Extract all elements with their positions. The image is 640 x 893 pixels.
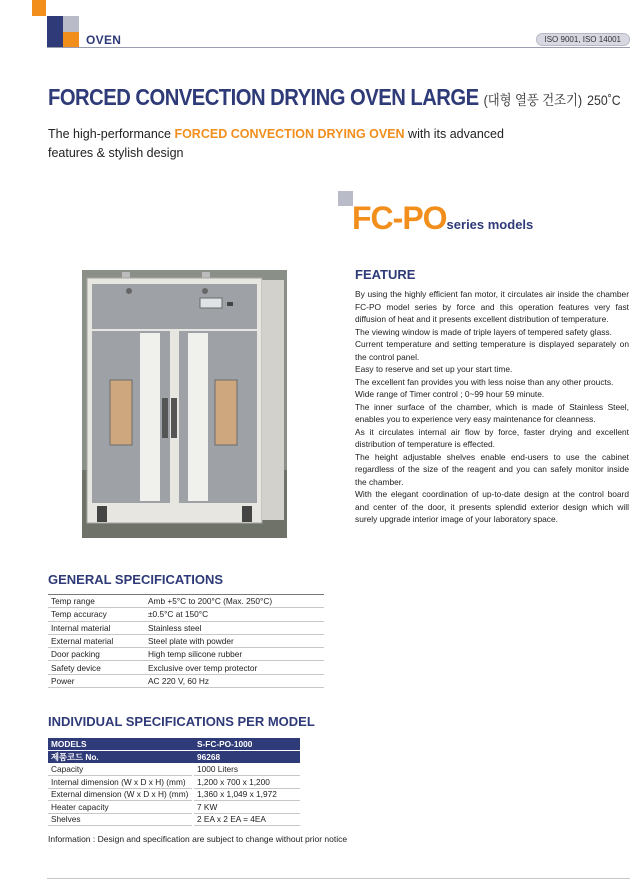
- logo-square-orange-top: [32, 0, 46, 16]
- header-value: 96268: [194, 750, 300, 763]
- general-spec-heading: GENERAL SPECIFICATIONS: [48, 572, 224, 587]
- individual-spec-table: [48, 738, 300, 826]
- title-main: FORCED CONVECTION DRYING OVEN LARGE: [48, 84, 479, 110]
- table-row: [48, 608, 324, 621]
- spec-value: Steel plate with powder: [145, 634, 324, 647]
- intro-text: [48, 125, 548, 163]
- page-title: [48, 84, 621, 111]
- footer-divider: [47, 878, 630, 879]
- spec-value: Amb +5°C to 200°C (Max. 250°C): [145, 595, 324, 608]
- table-row: [48, 776, 300, 789]
- table-row: [48, 763, 300, 776]
- intro-highlight: FORCED CONVECTION DRYING OVEN: [174, 127, 405, 141]
- table-row: [48, 634, 324, 647]
- spec-value: ±0.5°C at 150°C: [145, 608, 324, 621]
- header-key: MODELS: [48, 738, 192, 750]
- spec-value: 1000 Liters: [194, 763, 300, 776]
- table-row: [48, 801, 300, 814]
- intro-after: with its advanced features & stylish design: [48, 127, 504, 160]
- spec-key: Door packing: [48, 648, 145, 661]
- series-square: [338, 191, 353, 206]
- oven-product-image: [82, 270, 287, 538]
- feature-heading: FEATURE: [355, 267, 416, 282]
- spec-value: 1,200 x 700 x 1,200: [194, 776, 300, 789]
- table-row: [48, 661, 324, 674]
- logo-square-orange-bottom: [63, 32, 79, 48]
- spec-key: External dimension (W x D x H) (mm): [48, 788, 192, 801]
- feature-item: The height adjustable shelves enable end-users to use the cabinet regardless of the size of the reagent and you can safely monitor inside the chamber.: [355, 451, 629, 487]
- series-title: [352, 200, 533, 237]
- individual-spec-heading: INDIVIDUAL SPECIFICATIONS PER MODEL: [48, 714, 315, 729]
- feature-list: [355, 288, 629, 526]
- general-spec-table: [48, 594, 324, 688]
- feature-item: The inner surface of the chamber, which is made of Stainless Steel, enables you to experience very easy maintenance for cleanness.: [355, 401, 629, 424]
- feature-item: Easy to reserve and set up your start time.: [355, 364, 513, 374]
- series-suffix: series models: [446, 217, 534, 232]
- intro-before: The high-performance: [48, 127, 175, 141]
- feature-item: Wide range of Timer control ; 0~99 hour 59 minute.: [355, 389, 545, 399]
- spec-value: Stainless steel: [145, 621, 324, 634]
- table-row: [48, 595, 324, 608]
- spec-key: Safety device: [48, 661, 145, 674]
- logo-square-gray: [63, 16, 79, 32]
- header-key: 제품코드 No.: [48, 750, 192, 763]
- table-row: [48, 813, 300, 826]
- feature-item: As it circulates internal air flow by force, faster drying and excellent distribution of temperature is effected.: [355, 426, 629, 449]
- series-name: FC-PO: [352, 200, 447, 236]
- header-divider: [47, 47, 630, 48]
- spec-value: AC 220 V, 60 Hz: [145, 674, 324, 687]
- spec-key: Shelves: [48, 813, 192, 826]
- spec-value: 2 EA x 2 EA = 4EA: [194, 813, 300, 826]
- table-row: [48, 621, 324, 634]
- spec-key: Internal material: [48, 621, 145, 634]
- logo-square-navy-bottom: [47, 32, 63, 48]
- section-tag: OVEN: [86, 33, 122, 47]
- spec-key: Capacity: [48, 763, 192, 776]
- table-header-row: [48, 750, 300, 763]
- title-korean: (대형 열풍 건조기): [483, 92, 583, 108]
- title-temp: 250˚C: [587, 92, 621, 108]
- spec-value: High temp silicone rubber: [145, 648, 324, 661]
- table-row: [48, 788, 300, 801]
- feature-item: With the elegant coordination of up-to-date design at the control board and center of the door, it presents splendid exterior design which will surely upgrade interior image of your laboratory space.: [355, 489, 629, 524]
- feature-item: Current temperature and setting temperature is displayed separately on the control panel.: [355, 339, 629, 362]
- table-header-row: [48, 738, 300, 750]
- spec-key: Power: [48, 674, 145, 687]
- table-row: [48, 648, 324, 661]
- feature-item: The excellent fan provides you with less noise than any other proucts.: [355, 376, 614, 387]
- iso-badge: ISO 9001, ISO 14001: [536, 33, 631, 46]
- spec-key: Heater capacity: [48, 801, 192, 814]
- feature-item: By using the highly efficient fan motor, it circulates air inside the chamber FC-PO model series by force and this operation features very fast diffusion of heat and it presents excellent distribution of temperature.: [355, 289, 629, 324]
- info-note: Information : Design and specification are subject to change without prior notice: [48, 834, 348, 844]
- spec-value: Exclusive over temp protector: [145, 661, 324, 674]
- spec-key: Temp accuracy: [48, 608, 145, 621]
- logo-square-navy: [47, 16, 63, 32]
- feature-item: The viewing window is made of triple layers of tempered safety glass.: [355, 326, 612, 337]
- spec-value: 7 KW: [194, 801, 300, 814]
- spec-key: External material: [48, 634, 145, 647]
- spec-key: Internal dimension (W x D x H) (mm): [48, 776, 192, 789]
- spec-value: 1,360 x 1,049 x 1,972: [194, 788, 300, 801]
- table-row: [48, 674, 324, 687]
- header-value: S-FC-PO-1000: [194, 738, 300, 750]
- spec-key: Temp range: [48, 595, 145, 608]
